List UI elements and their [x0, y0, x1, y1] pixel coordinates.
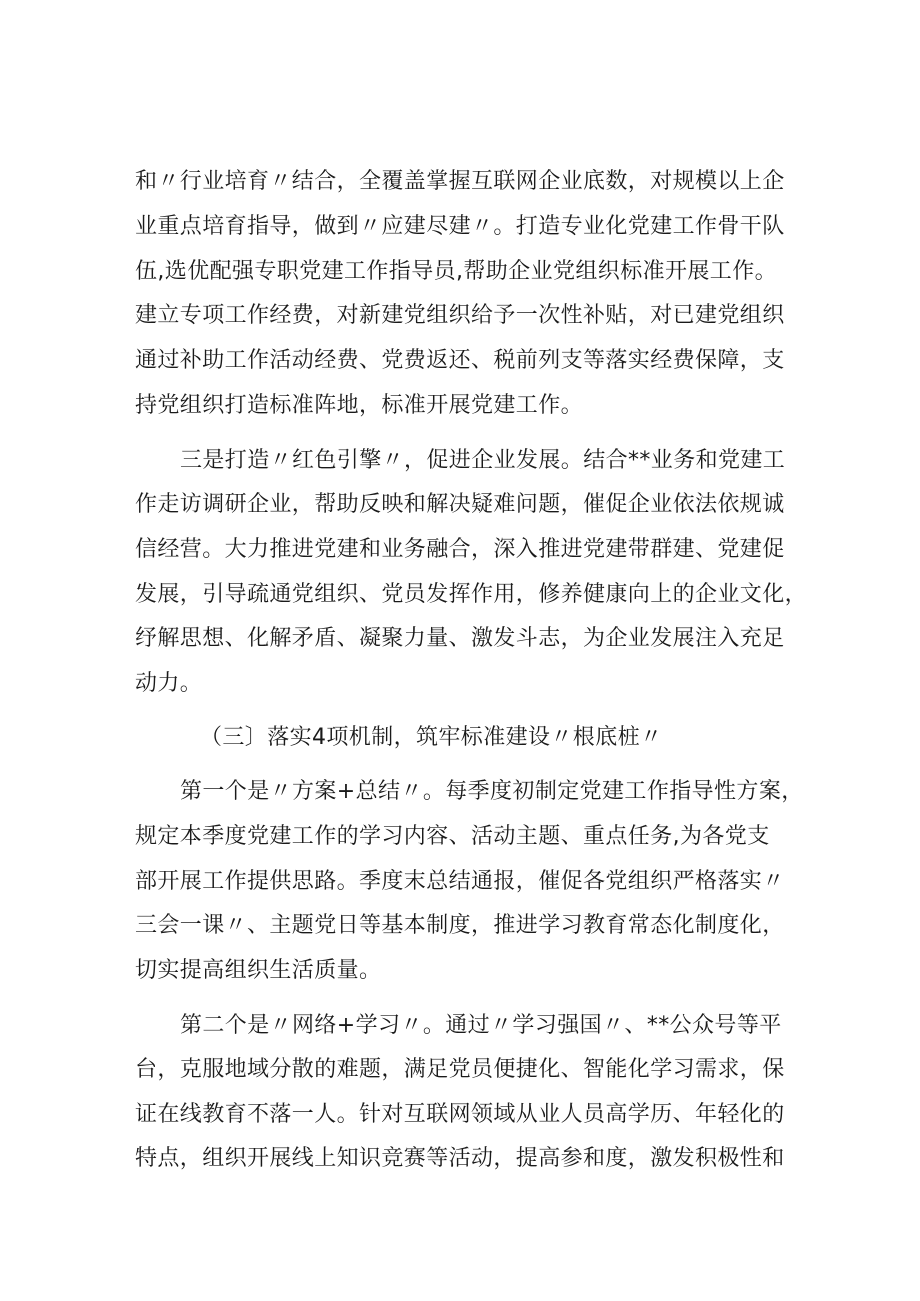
- paragraph-line: 通过补助工作活动经费、党费返还、税前列支等落实经费保障，支: [135, 348, 785, 373]
- paragraph-line: 切实提高组织生活质量。: [135, 958, 382, 983]
- paragraph-line: 作走访调研企业，帮助反映和解决疑难问题，催促企业依法依规诚: [135, 492, 785, 517]
- paragraph-line: 发展，引导疏通党组织、党员发挥作用，修养健康向上的企业文化，: [135, 582, 808, 607]
- paragraph-line: 持党组织打造标准阵地，标准开展党建工作。: [135, 393, 584, 418]
- paragraph-line: 台，克服地域分散的难题，满足党员便捷化、智能化学习需求，保: [135, 1057, 785, 1082]
- paragraph-line: 第二个是〃网络+学习〃。通过〃学习强国〃、**公众号等平: [180, 1013, 782, 1038]
- paragraph-line: 业重点培育指导，做到〃应建尽建〃。打造专业化党建工作骨干队: [135, 214, 785, 239]
- paragraph-line: 特点，组织开展线上知识竞赛等活动，提高参和度，激发积极性和: [135, 1146, 785, 1171]
- paragraph-line: 第一个是〃方案+总结〃。每季度初制定党建工作指导性方案，: [180, 779, 804, 804]
- paragraph-line: 规定本季度党建工作的学习内容、活动主题、重点任务,为各党支: [135, 824, 770, 849]
- paragraph-line: 伍,选优配强专职党建工作指导员,帮助企业党组织标准开展工作。: [135, 259, 777, 284]
- paragraph-line: 信经营。大力推进党建和业务融合，深入推进党建带群建、党建促: [135, 537, 785, 562]
- paragraph-line: 和〃行业培育〃结合，全覆盖掌握互联网企业底数，对规模以上企: [135, 169, 785, 194]
- paragraph-line: 建立专项工作经费，对新建党组织给予一次性补贴，对已建党组织: [135, 303, 785, 328]
- paragraph-line: 三会一课〃、主题党日等基本制度，推进学习教育常态化制度化，: [135, 913, 785, 938]
- paragraph-line: 证在线教育不落一人。针对互联网领域从业人员高学历、年轻化的: [135, 1102, 785, 1127]
- paragraph-line: 动力。: [135, 671, 203, 696]
- paragraph-line: 三是打造〃红色引擎〃，促进企业发展。结合**业务和党建工: [180, 448, 786, 473]
- paragraph-line: 部开展工作提供思路。季度末总结通报，催促各党组织严格落实〃: [135, 869, 785, 894]
- section-heading: （三〕落实4项机制，筑牢标准建设〃根底桩〃: [200, 725, 663, 750]
- paragraph-line: 纾解思想、化解矛盾、凝聚力量、激发斗志，为企业发展注入充足: [135, 626, 785, 651]
